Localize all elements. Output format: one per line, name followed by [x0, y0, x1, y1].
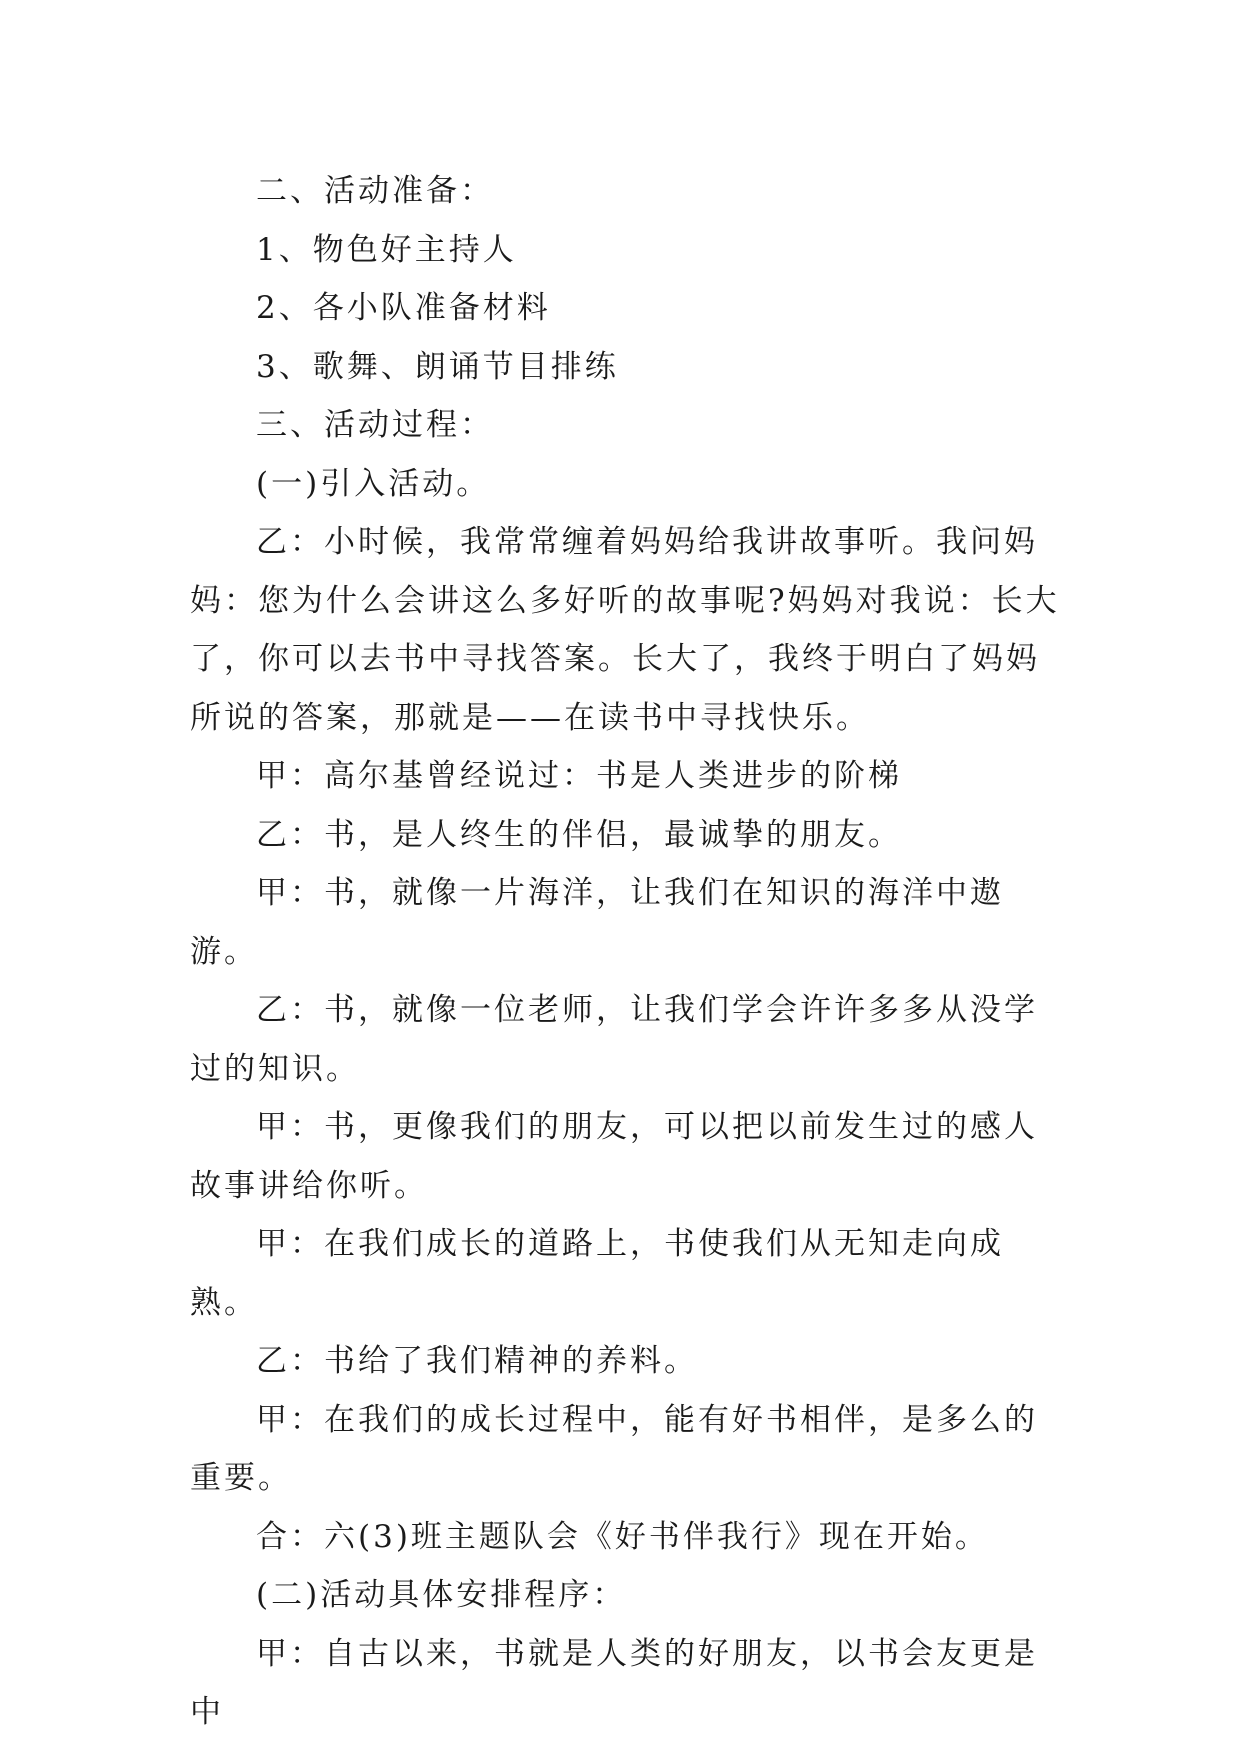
dialogue-paragraph: 乙：书，就像一位老师，让我们学会许许多多从没学过的知识。: [190, 992, 1038, 1087]
subheading-program-schedule: (二)活动具体安排程序：: [256, 1577, 627, 1613]
dialogue-paragraph: 乙：小时候，我常常缠着妈妈给我讲故事听。我问妈妈：您为什么会讲这么多好听的故事呢?妈妈对我说：长大了，你可以去书中寻找答案。长大了，我终于明白了妈妈所说的答案，那就是——在读书中寻找快乐。: [190, 524, 1060, 736]
list-item-materials: 2、各小队准备材料: [256, 290, 551, 326]
heading-activity-process: 三、活动过程：: [256, 407, 494, 443]
heading-activity-preparation: 二、活动准备：: [256, 173, 494, 209]
subheading-introduction: (一)引入活动。: [256, 465, 491, 502]
document-body: [190, 162, 1070, 1742]
dialogue-paragraph: 甲：自古以来，书就是人类的好朋友，以书会友更是中: [190, 1635, 1038, 1730]
dialogue-paragraph: 乙：书给了我们精神的养料。: [256, 1343, 698, 1379]
list-item-host: 1、物色好主持人: [256, 231, 517, 268]
dialogue-paragraph: 甲：书，就像一片海洋，让我们在知识的海洋中遨游。: [190, 875, 1004, 970]
dialogue-paragraph: 合：六(3)班主题队会《好书伴我行》现在开始。: [256, 1518, 989, 1555]
dialogue-paragraph: 甲：在我们成长的道路上，书使我们从无知走向成熟。: [190, 1226, 1004, 1321]
dialogue-paragraph: 乙：书，是人终生的伴侣，最诚挚的朋友。: [256, 816, 902, 853]
dialogue-paragraph: 甲：在我们的成长过程中，能有好书相伴，是多么的重要。: [190, 1401, 1038, 1496]
list-item-rehearsal: 3、歌舞、朗诵节目排练: [256, 348, 619, 385]
dialogue-paragraph: 甲：书，更像我们的朋友，可以把以前发生过的感人故事讲给你听。: [190, 1109, 1038, 1204]
dialogue-paragraph: 甲：高尔基曾经说过：书是人类进步的阶梯: [256, 758, 902, 794]
